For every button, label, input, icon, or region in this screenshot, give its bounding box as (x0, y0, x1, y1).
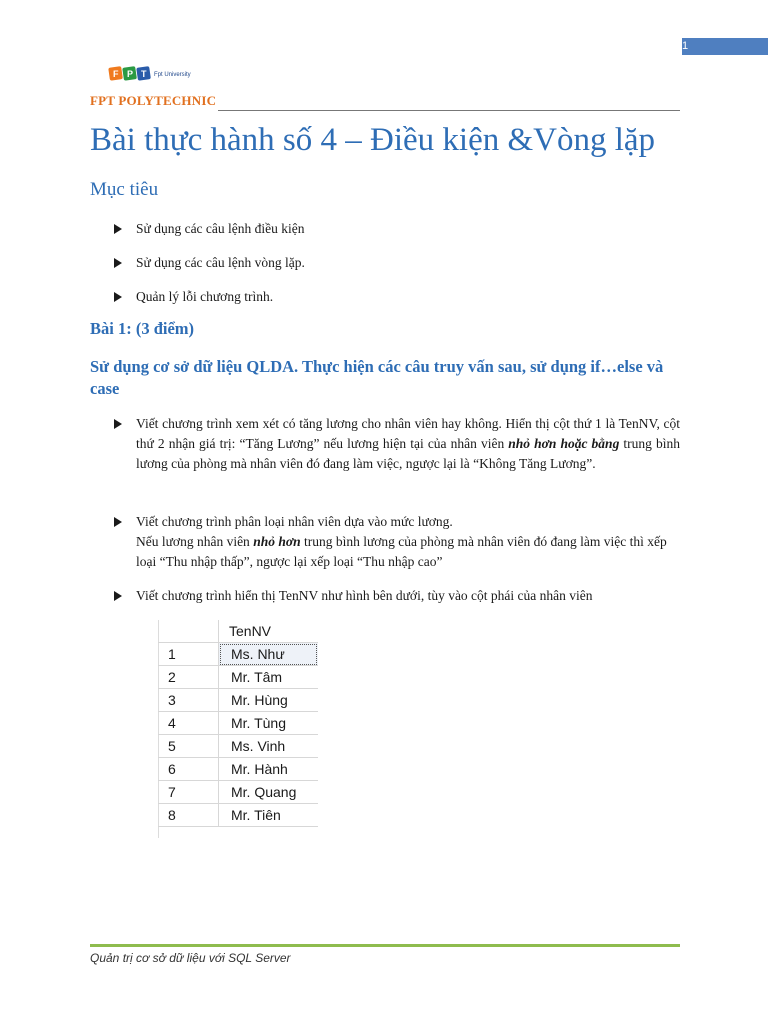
task-list (114, 414, 680, 474)
table-row[interactable] (158, 666, 318, 689)
task-list (114, 512, 680, 572)
cell-tennv[interactable]: Mr. Hùng (219, 689, 319, 712)
footer-text: Quản trị cơ sở dữ liệu với SQL Server (90, 951, 291, 965)
row-number: 5 (158, 735, 219, 758)
column-header-tennv[interactable]: TenNV (219, 620, 319, 643)
cell-tennv[interactable]: Mr. Tiên (219, 804, 319, 827)
page-number-bar (682, 38, 768, 55)
row-number-header (158, 620, 219, 643)
svg-text:F: F (113, 69, 119, 79)
cell-tennv[interactable]: Mr. Tâm (219, 666, 319, 689)
cell-tennv[interactable]: Mr. Quang (219, 781, 319, 804)
svg-text:T: T (141, 69, 147, 79)
cell-tennv[interactable]: Mr. Hành (219, 758, 319, 781)
row-number: 6 (158, 758, 219, 781)
page-title: Bài thực hành số 4 – Điều kiện &Vòng lặp (90, 122, 656, 158)
fpt-logo-icon (108, 64, 152, 86)
arrow-bullet-icon (114, 591, 122, 601)
arrow-bullet-icon (114, 292, 122, 302)
list-item: Sử dụng các câu lệnh điều kiện (114, 219, 680, 239)
row-number: 3 (158, 689, 219, 712)
svg-text:P: P (127, 69, 134, 79)
row-number: 8 (158, 804, 219, 827)
arrow-bullet-icon (114, 419, 122, 429)
row-number: 2 (158, 666, 219, 689)
row-number: 1 (158, 643, 219, 666)
logo-subtitle: Fpt University (154, 72, 191, 78)
brand-name: FPT POLYTECHNIC (90, 93, 217, 108)
objectives-list (114, 253, 680, 273)
list-item: Sử dụng các câu lệnh vòng lặp. (114, 253, 680, 273)
row-number: 7 (158, 781, 219, 804)
table-row[interactable] (158, 689, 318, 712)
arrow-bullet-icon (114, 258, 122, 268)
task-item-2: Viết chương trình phân loại nhân viên dựa vào mức lương. Nếu lương nhân viên nhỏ hơn trung bình lương của phòng mà nhân viên đó đang làm việc thì xếp loại “Thu nhập thấp”, ngược lại xếp loại “Thu nhập cao” (114, 512, 680, 572)
exercise-subheading: Sử dụng cơ sở dữ liệu QLDA. Thực hiện các câu truy vấn sau, sử dụng if…else và case (90, 357, 664, 398)
header-divider (218, 110, 680, 111)
arrow-bullet-icon (114, 224, 122, 234)
exercise-heading: Bài 1: (3 điểm) (90, 319, 195, 338)
cell-tennv[interactable]: Mr. Tùng (219, 712, 319, 735)
objectives-list (114, 287, 680, 307)
row-number: 4 (158, 712, 219, 735)
cell-tennv[interactable]: Ms. Như (219, 643, 319, 666)
table-row[interactable] (158, 781, 318, 804)
table-row[interactable] (158, 735, 318, 758)
table-row[interactable] (158, 643, 318, 666)
footer-divider (90, 944, 680, 947)
arrow-bullet-icon (114, 517, 122, 527)
result-grid (158, 620, 318, 827)
task-item-1: Viết chương trình xem xét có tăng lương cho nhân viên hay không. Hiển thị cột thứ 1 là TenNV, cột thứ 2 nhận giá trị: “Tăng Lương” nếu lương hiện tại của nhân viên nhỏ hơn hoặc bằng trung bình lương của phòng mà nhân viên đó đang làm việc, ngược lại là “Không Tăng Lương”. (114, 414, 680, 474)
objectives-heading: Mục tiêu (90, 179, 159, 200)
cell-tennv[interactable]: Ms. Vinh (219, 735, 319, 758)
table-row[interactable] (158, 758, 318, 781)
task-item-3: Viết chương trình hiển thị TenNV như hình bên dưới, tùy vào cột phái của nhân viên (114, 586, 680, 606)
task-list (114, 586, 680, 606)
list-item: Quản lý lỗi chương trình. (114, 287, 680, 307)
table-row[interactable] (158, 712, 318, 735)
grid-header-row (158, 620, 318, 643)
table-row[interactable] (158, 804, 318, 827)
page-number: 1 (682, 40, 689, 52)
objectives-list (114, 219, 680, 239)
